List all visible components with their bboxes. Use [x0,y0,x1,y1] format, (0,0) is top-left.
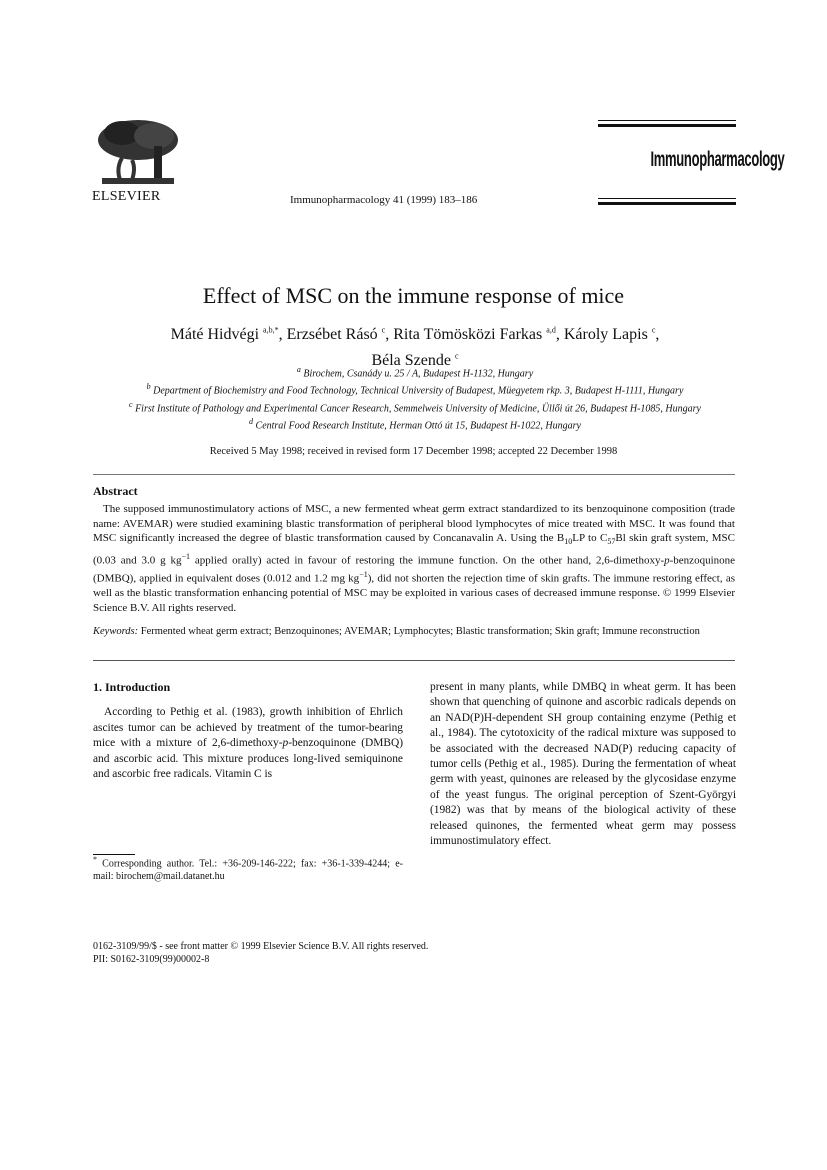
column-right [430,680,736,849]
author: Béla Szende $^c$ [371,351,459,369]
journal-rule-thick [598,202,736,205]
footnote: * Corresponding author. Tel.: +36-209-146-222; fax: +36-1-339-4244; e-mail: birochem@mail.datanet.hu [93,855,403,883]
journal-rule-thick [598,124,736,127]
affiliations [90,363,740,432]
elsevier-tree-logo [92,118,180,188]
journal-logotype: Immunopharmacology [650,148,785,171]
publisher-name: ELSEVIER [92,189,161,204]
copyright-line: 0162-3109/99/$ - see front matter © 1999 Elsevier Science B.V. All rights reserved. [93,941,429,952]
author: Rita Tömösközi Farkas $^{a,d}$, [393,326,564,344]
section-heading: 1. Introduction [93,680,171,694]
column-left [93,680,403,782]
divider [93,660,735,661]
keywords: Keywords: Fermented wheat germ extract; Benzoquinones; AVEMAR; Lymphocytes; Blastic transformation; Skin graft; Immune reconstruction [93,626,700,637]
journal-citation: Immunopharmacology 41 (1999) 183–186 [290,194,478,206]
author: Károly Lapis $^c$, [563,326,660,344]
received-dates: Received 5 May 1998; received in revised form 17 December 1998; accepted 22 December 1998 [209,446,618,457]
article-title: Effect of MSC on the immune response of mice [202,283,625,308]
divider [93,474,735,475]
front-matter [93,940,428,966]
affiliation: $^d$ Central Food Research Institute, Herman Ottó út 15, Budapest H-1022, Hungary [249,416,581,432]
pii-line: PII: S0162-3109(99)00002-8 [93,954,210,965]
affiliation: $^c$ First Institute of Pathology and Experimental Cancer Research, Semmelweis University of Medicine, Üllői út 26, Budapest H-1085, Hungary [129,399,701,414]
author: Máté Hidvégi $^{a,b,*}$, [170,326,287,344]
author: Erzsébet Rásó $^c$, [286,326,394,344]
abstract-heading: Abstract [93,484,138,498]
body-paragraph: present in many plants, while DMBQ in wheat germ. It has been shown that quenching of quinone and ascorbic radicals depends on an NAD(P)H-dependent SH group containing enzyme (Pethig et al., 1984). The cytotoxicity of the radical mixture was supposed to be associated with the decreased NAD(P) reducing capacity of tumor cells (Pethig et al., 1985). During the fermentation of wheat germ with yeast, quinones are released by the glycosidase enzyme of the yeast fungus. The original perception of Szent-Györgyi (1982) was that by means of the biological activity of these released quinones, the fermented wheat germ may possess immunostimulatory effect. [430,681,736,848]
body-paragraph: According to Pethig et al. (1983), growth inhibition of Ehrlich ascites tumor can be achieved by treatment of the tumor-bearing mice with a mixture of 2,6-dimethoxy-p-benzoquinone (DMBQ) and ascorbic acid. This mixture produces long-lived semiquinone and ascorbic free radicals. Vitamin C is [93,706,403,781]
journal-rule-thin [598,120,736,121]
affiliation: $^a$ Birochem, Csanády u. 25 / A, Budapest H-1132, Hungary [296,365,534,380]
journal-rule-thin [598,198,736,199]
affiliation: $^b$ Department of Biochemistry and Food Technology, Technical University of Budapest, Müegyetem rkp. 3, Budapest H-1111, Hungary [146,382,684,397]
abstract-text: The supposed immunostimulatory actions of MSC, a new fermented wheat germ extract standardized to its benzoquinone composition (trade name: AVEMAR) were studied examining blastic transformation of peripheral blood lymphocytes of mice treated with MSC. It was found that MSC significantly increased the degree of blastic transformation caused by Concanavalin A. Using the $B_{10}LP$ to $C_{57}Bl$ skin graft system, MSC (0.03 and 3.0 g $kg^{-1}$ applied orally) acted in favour of restoring the immune function. On the other hand, 2,6-dimethoxy-p-benzoquinone (DMBQ), applied in equivalent doses (0.012 and 1.2 mg $kg^{-1}$), did not shorten the rejection time of skin grafts. The immune restoring effect, as well as the blastic transformation enhancing potential of MSC may be exploited in various cases of decreased immune response. © 1999 Elsevier Science B.V. All rights reserved. [93,503,736,615]
